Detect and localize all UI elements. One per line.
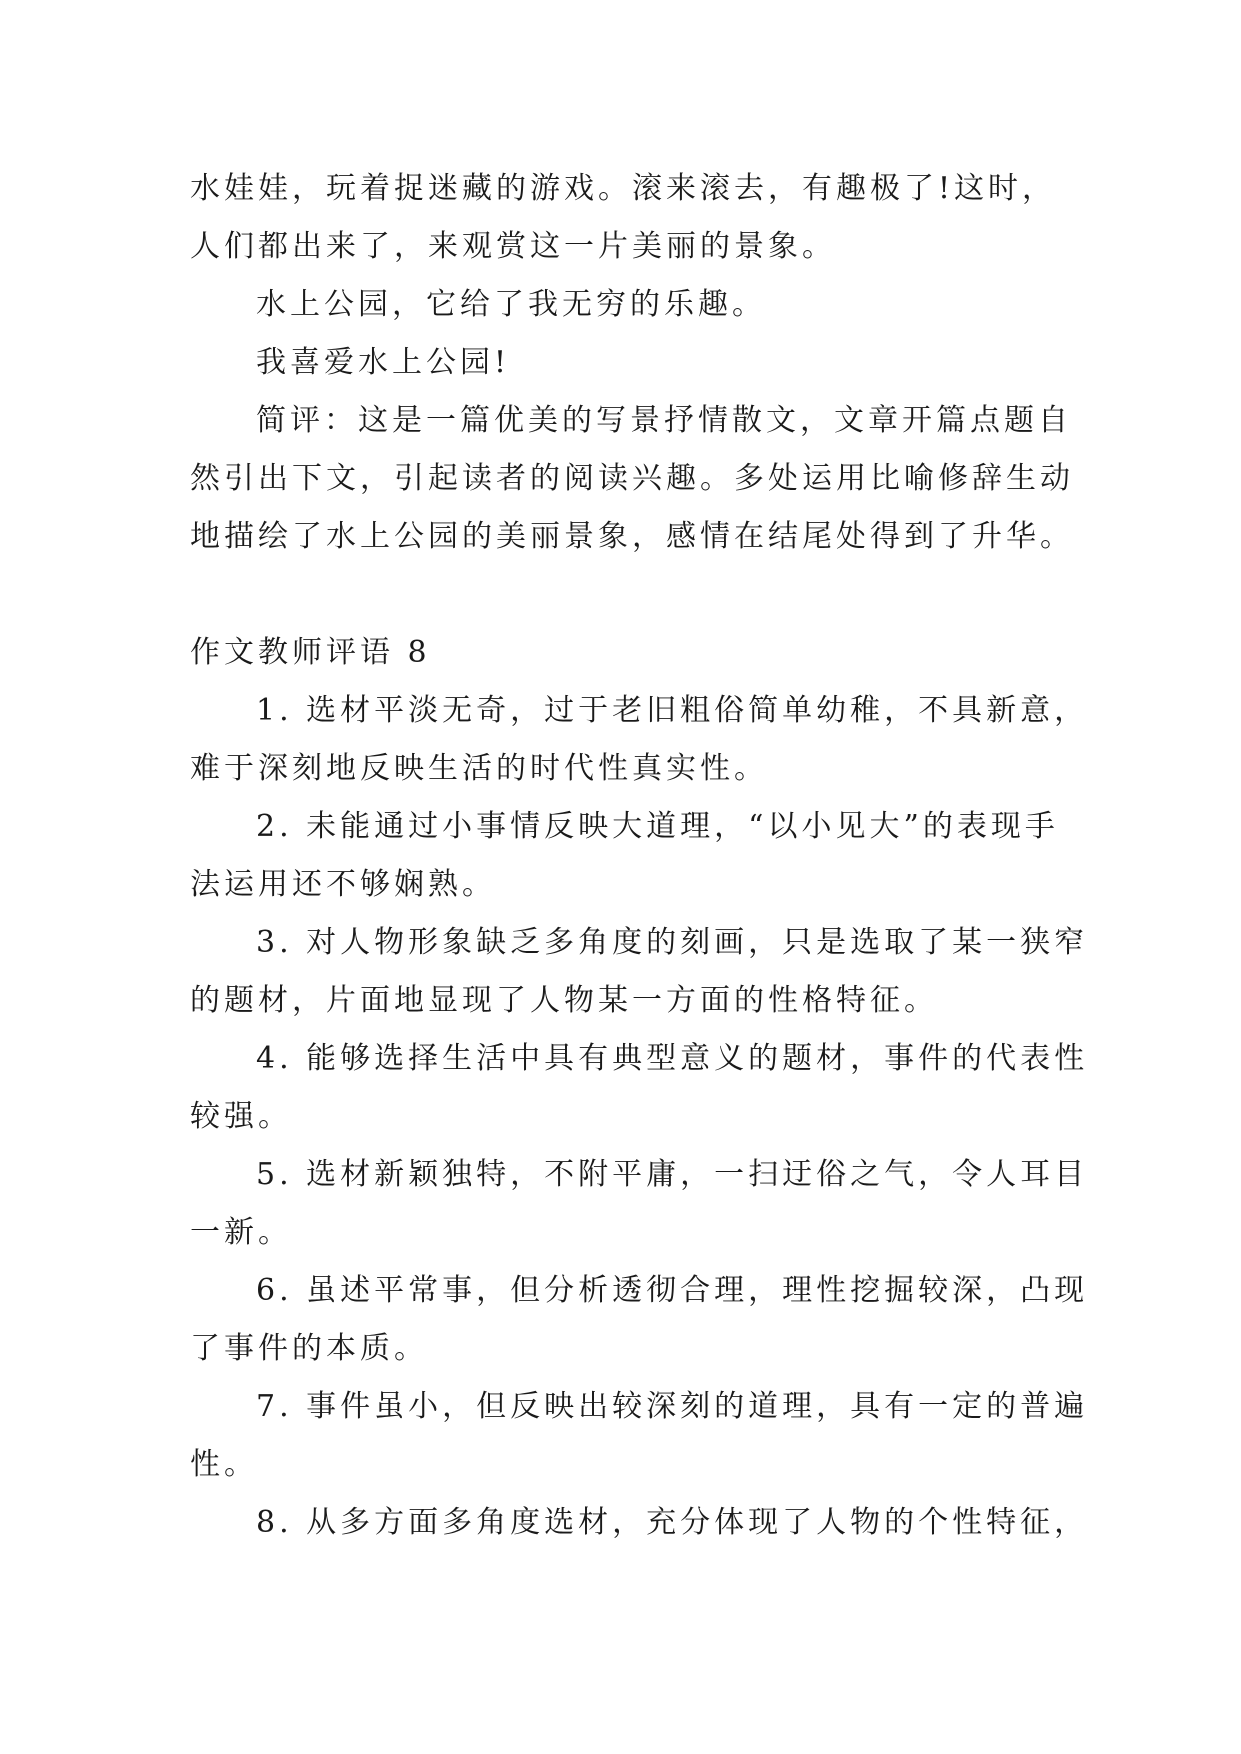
text-line: 水上公园，它给了我无穷的乐趣。 [256,287,766,322]
comment-line: 性。 [190,1447,258,1482]
comment-line: 的题材，片面地显现了人物某一方面的性格特征。 [190,983,938,1018]
section-gap [190,566,1070,624]
text-line: 人们都出来了，来观赏这一片美丽的景象。 [190,229,836,264]
comment-line: 1. 选材平淡无奇，过于老旧粗俗简单幼稚，不具新意， [256,693,1089,728]
comment-line: 8. 从多方面多角度选材，充分体现了人物的个性特征， [256,1505,1089,1540]
review-line: 简评：这是一篇优美的写景抒情散文，文章开篇点题自 [256,403,1072,438]
comment-line: 7. 事件虽小，但反映出较深刻的道理，具有一定的普遍 [256,1389,1089,1424]
comment-line: 6. 虽述平常事，但分析透彻合理，理性挖掘较深，凸现 [256,1273,1089,1308]
comment-line: 3. 对人物形象缺乏多角度的刻画，只是选取了某一狭窄 [256,925,1089,960]
comment-line: 法运用还不够娴熟。 [190,867,496,902]
review-line: 然引出下文，引起读者的阅读兴趣。多处运用比喻修辞生动 [190,461,1074,496]
text-line: 我喜爱水上公园! [256,345,511,380]
review-line: 地描绘了水上公园的美丽景象，感情在结尾处得到了升华。 [190,519,1074,554]
text-line: 水娃娃，玩着捉迷藏的游戏。滚来滚去，有趣极了!这时， [190,171,1057,206]
comment-line: 5. 选材新颖独特，不附平庸，一扫迂俗之气，令人耳目 [256,1157,1089,1192]
comment-line: 一新。 [190,1215,292,1250]
section-heading: 作文教师评语 8 [190,635,431,670]
comment-line: 4. 能够选择生活中具有典型意义的题材，事件的代表性 [256,1041,1089,1076]
comment-line: 2. 未能通过小事情反映大道理，“以小见大”的表现手 [256,809,1059,844]
document-body [190,160,1089,1552]
comment-line: 较强。 [190,1099,292,1134]
comment-line: 了事件的本质。 [190,1331,428,1366]
comment-line: 难于深刻地反映生活的时代性真实性。 [190,751,768,786]
